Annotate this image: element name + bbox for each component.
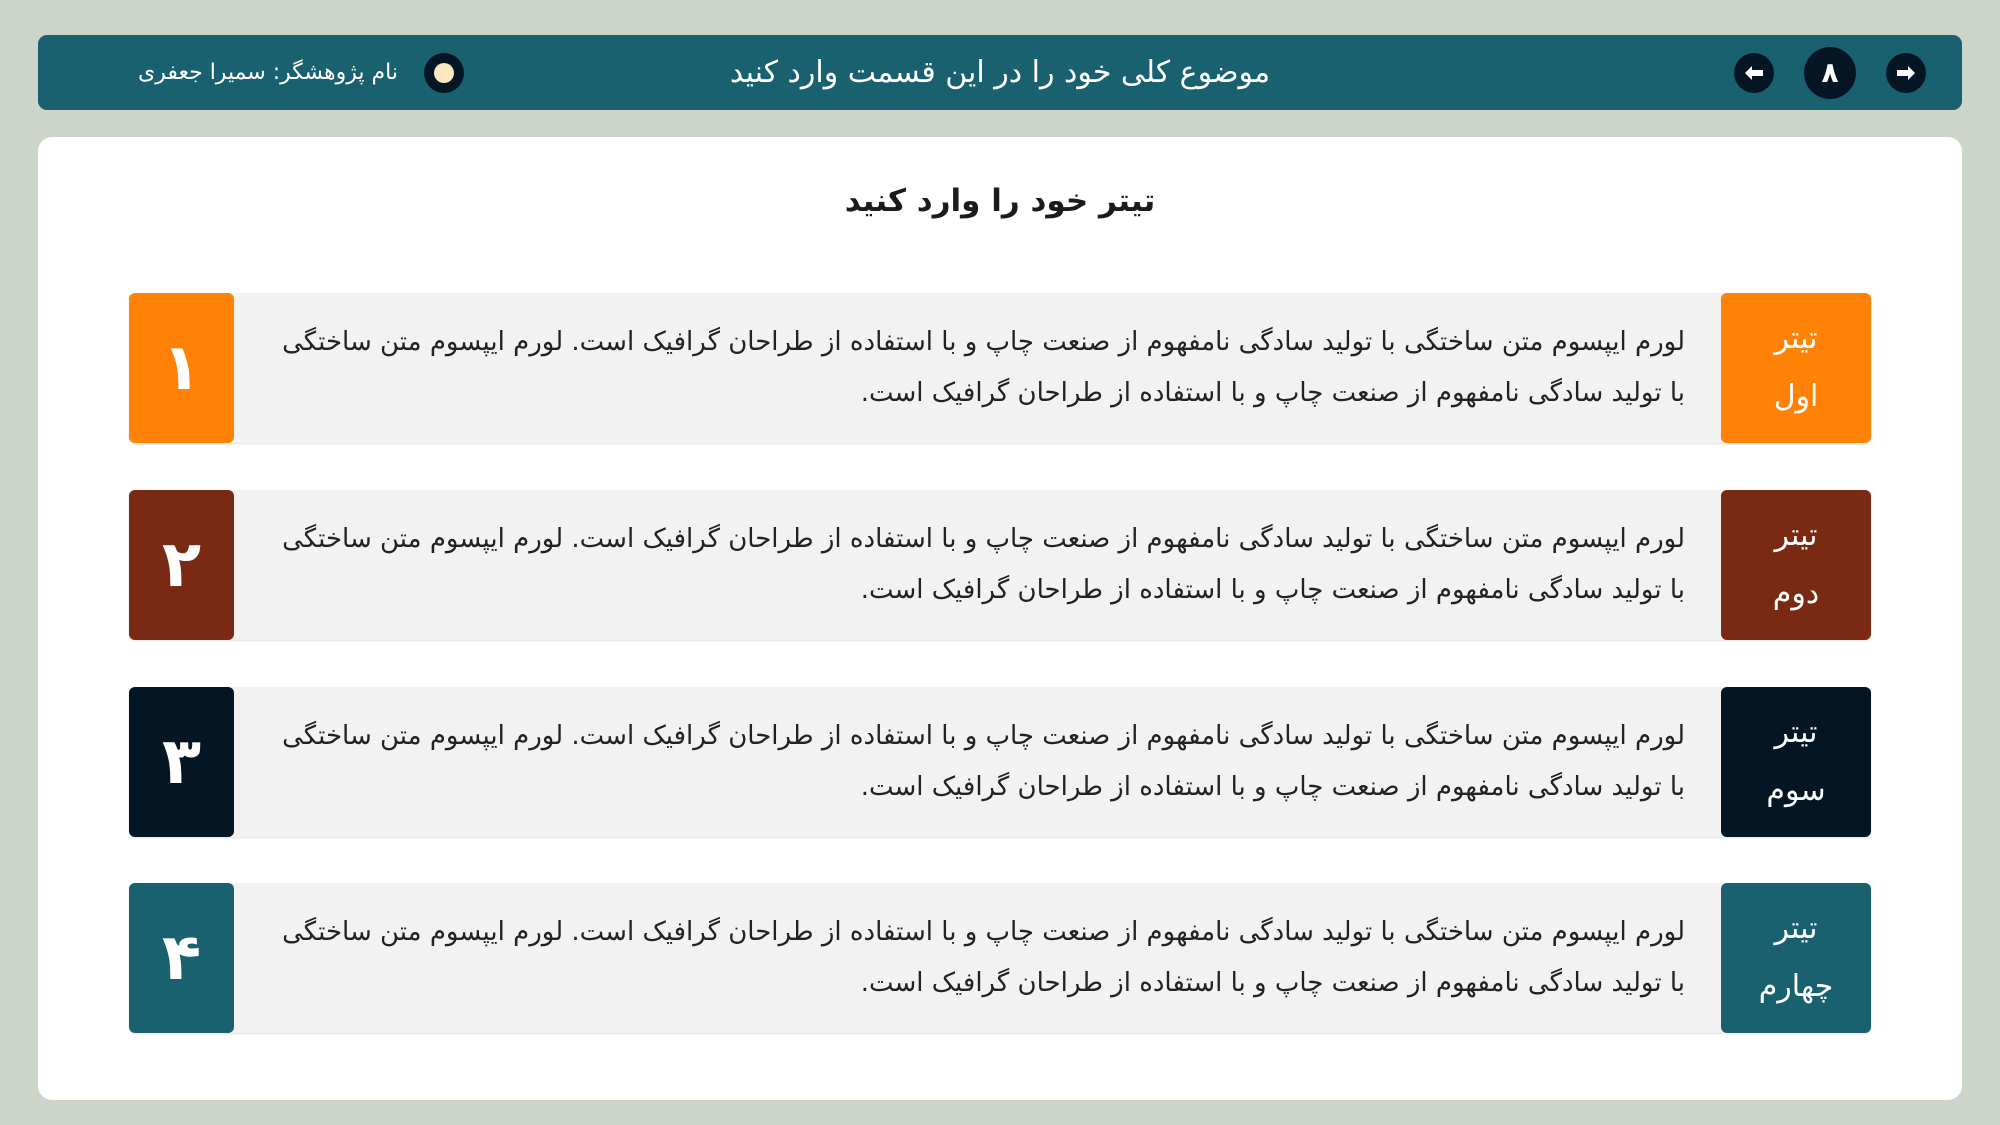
list-item bbox=[129, 883, 1871, 1033]
item-tag-line2: دوم bbox=[1772, 576, 1820, 611]
item-text: لورم ایپسوم متن ساختگی با تولید سادگی نامفهوم از صنعت چاپ و با استفاده از طراحان گرافیک است. لورم ایپسوم متن ساختگی با تولید سادگی نامفهوم از صنعت چاپ و با استفاده از طراحان گرافیک است. bbox=[282, 524, 1685, 605]
slide-navigation bbox=[1734, 35, 1926, 110]
item-tag-line2: چهارم bbox=[1758, 969, 1834, 1004]
item-tag-line1: تیتر bbox=[1774, 518, 1818, 553]
item-tag-line1: تیتر bbox=[1774, 321, 1818, 356]
item-number: ۲ bbox=[129, 490, 234, 640]
list-item bbox=[129, 687, 1871, 837]
page-number: ۸ bbox=[1804, 47, 1856, 99]
item-tag bbox=[1721, 687, 1871, 837]
item-tag-line1: تیتر bbox=[1774, 911, 1818, 946]
list-item bbox=[129, 490, 1871, 640]
item-tag-line2: سوم bbox=[1766, 773, 1826, 808]
item-tag-line2: اول bbox=[1773, 379, 1819, 414]
item-tag bbox=[1721, 490, 1871, 640]
list-item bbox=[129, 293, 1871, 443]
item-tag-line1: تیتر bbox=[1774, 715, 1818, 750]
header-title: موضوع کلی خود را در این قسمت وارد کنید bbox=[729, 55, 1271, 90]
item-number: ۳ bbox=[129, 687, 234, 837]
item-number: ۴ bbox=[129, 883, 234, 1033]
next-button[interactable] bbox=[1886, 53, 1926, 93]
item-text: لورم ایپسوم متن ساختگی با تولید سادگی نامفهوم از صنعت چاپ و با استفاده از طراحان گرافیک است. لورم ایپسوم متن ساختگی با تولید سادگی نامفهوم از صنعت چاپ و با استفاده از طراحان گرافیک است. bbox=[282, 721, 1685, 802]
item-tag bbox=[1721, 883, 1871, 1033]
item-text: لورم ایپسوم متن ساختگی با تولید سادگی نامفهوم از صنعت چاپ و با استفاده از طراحان گرافیک است. لورم ایپسوم متن ساختگی با تولید سادگی نامفهوم از صنعت چاپ و با استفاده از طراحان گرافیک است. bbox=[282, 327, 1685, 408]
researcher-label: نام پژوهشگر: سمیرا جعفری bbox=[138, 60, 398, 85]
item-tag bbox=[1721, 293, 1871, 443]
arrow-left-icon bbox=[1742, 61, 1766, 85]
prev-button[interactable] bbox=[1734, 53, 1774, 93]
header-bar bbox=[38, 35, 1962, 110]
item-text: لورم ایپسوم متن ساختگی با تولید سادگی نامفهوم از صنعت چاپ و با استفاده از طراحان گرافیک است. لورم ایپسوم متن ساختگی با تولید سادگی نامفهوم از صنعت چاپ و با استفاده از طراحان گرافیک است. bbox=[282, 917, 1685, 998]
panel-title: تیتر خود را وارد کنید bbox=[844, 183, 1156, 219]
content-panel bbox=[38, 137, 1962, 1100]
item-number: ۱ bbox=[129, 293, 234, 443]
arrow-right-icon bbox=[1894, 61, 1918, 85]
